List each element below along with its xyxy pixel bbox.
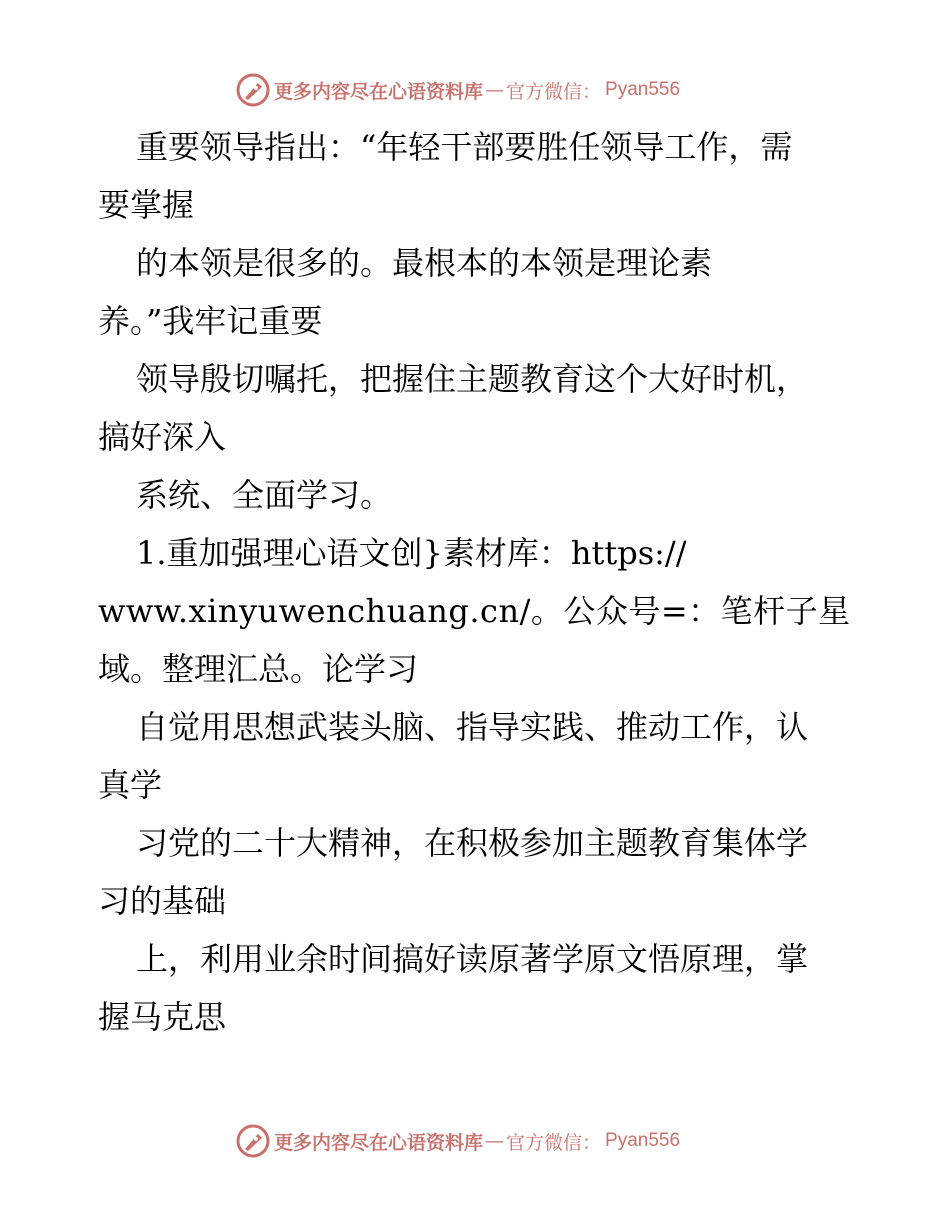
wechat-id: Pyan556 bbox=[605, 79, 681, 100]
text-line: 自觉用思想武装头脑、指导实践、推动工作，认 bbox=[136, 708, 809, 746]
footer-watermark-banner bbox=[236, 1123, 716, 1159]
text-line: 领导殷切嘱托，把握住主题教育这个大好时机， bbox=[136, 360, 809, 398]
banner-separator: — bbox=[485, 79, 505, 101]
text-line: 习党的二十大精神，在积极参加主题教育集体学 bbox=[136, 824, 809, 862]
wechat-label: 官方微信： bbox=[506, 1131, 602, 1154]
text-line: 握马克思 bbox=[98, 998, 227, 1036]
wechat-label: 官方微信： bbox=[506, 80, 602, 103]
pen-nib-logo-icon bbox=[236, 1124, 270, 1158]
site-name: 更多内容尽在心语资料库 bbox=[274, 80, 484, 103]
text-line: 重要领导指出：“年轻干部要胜任领导工作，需 bbox=[136, 128, 793, 166]
site-name: 更多内容尽在心语资料库 bbox=[274, 1131, 484, 1154]
text-line: 真学 bbox=[98, 766, 163, 804]
text-line: 1.重加强理心语文创}素材库：https:// bbox=[136, 534, 687, 572]
text-line: 要掌握 bbox=[98, 186, 195, 224]
text-line: 养。”我牢记重要 bbox=[98, 302, 323, 340]
text-line: 上，利用业余时间搞好读原著学原文悟原理，掌 bbox=[136, 940, 809, 978]
text-line: 系统、全面学习。 bbox=[136, 476, 393, 514]
text-line: 习的基础 bbox=[98, 882, 227, 920]
pen-nib-logo-icon bbox=[236, 73, 270, 107]
wechat-id: Pyan556 bbox=[605, 1130, 681, 1151]
text-line: 域。整理汇总。论学习 bbox=[98, 650, 419, 688]
text-line: 搞好深入 bbox=[98, 418, 227, 456]
text-line: www.xinyuwenchuang.cn/。公众号=：笔杆子星 bbox=[98, 592, 851, 630]
document-body bbox=[98, 118, 868, 1046]
text-line: 的本领是很多的。最根本的本领是理论素 bbox=[136, 244, 713, 282]
banner-separator: — bbox=[485, 1130, 505, 1152]
header-watermark-banner bbox=[236, 72, 716, 108]
